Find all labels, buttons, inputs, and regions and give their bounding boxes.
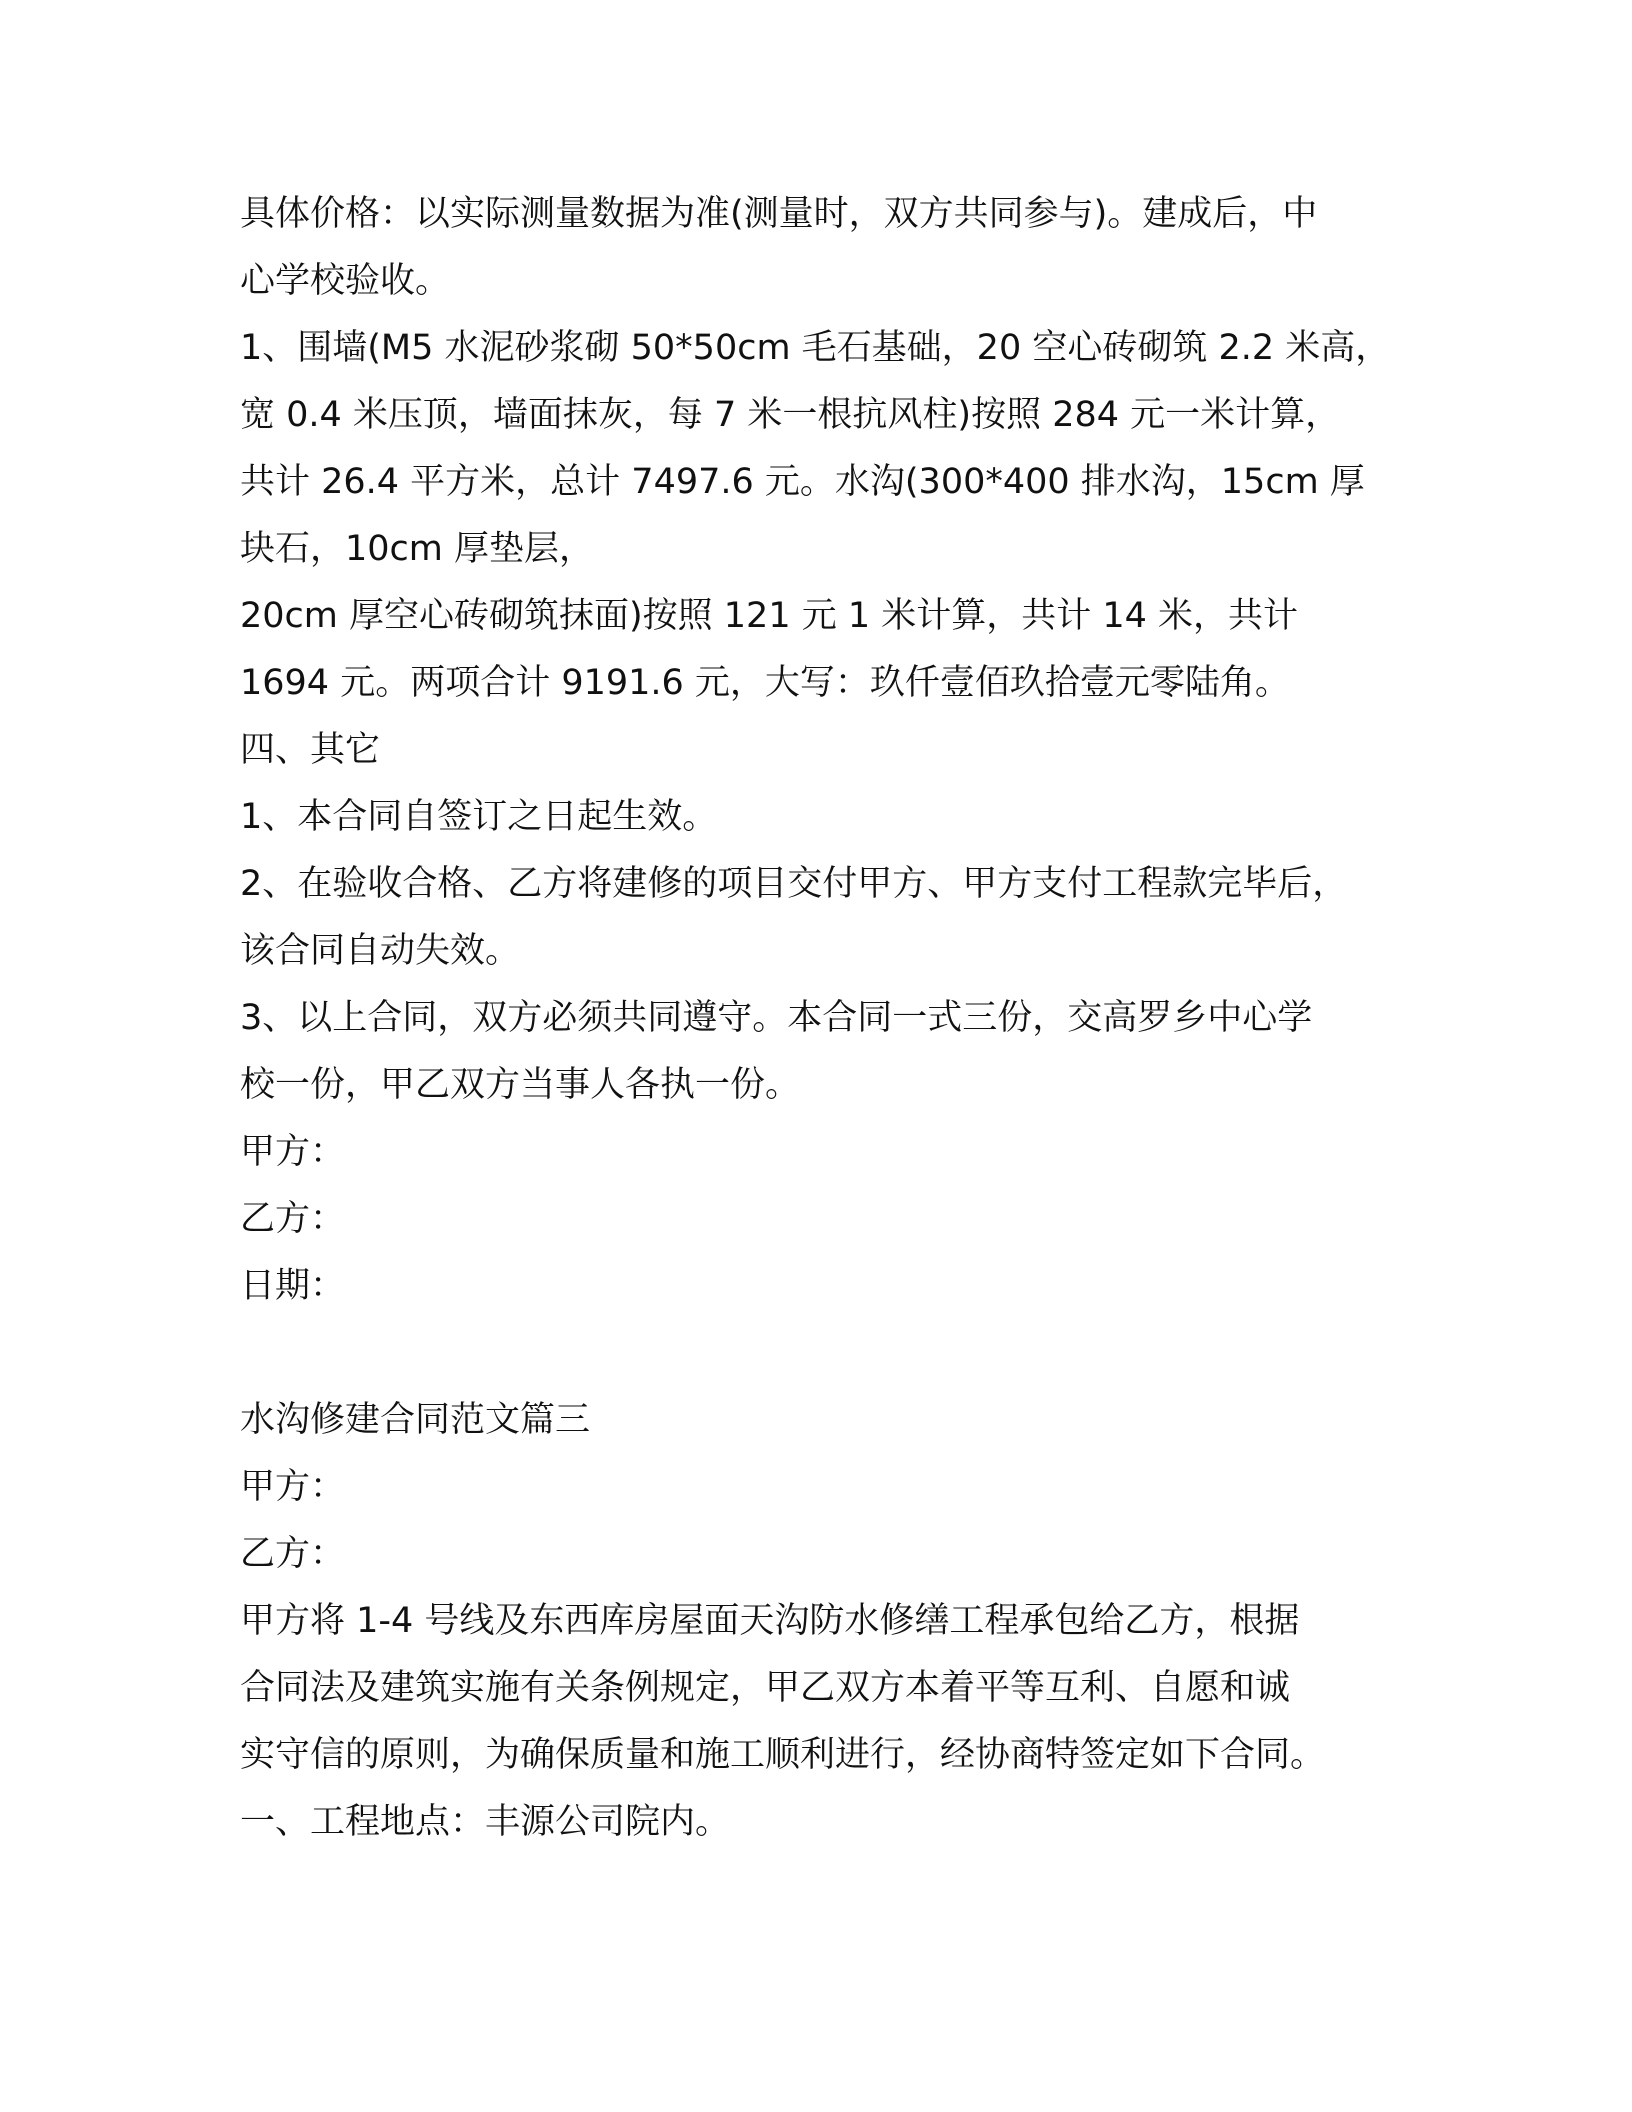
- paragraph-line: 该合同自动失效。: [240, 931, 521, 971]
- paragraph-line: 块石，10cm 厚垫层，: [240, 529, 594, 569]
- paragraph-line: 宽 0.4 米压顶，墙面抹灰，每 7 米一根抗风柱)按照 284 元一米计算，: [240, 395, 1341, 435]
- paragraph-line: 3、以上合同，双方必须共同遵守。本合同一式三份，交高罗乡中心学: [240, 998, 1313, 1038]
- paragraph-line: 具体价格：以实际测量数据为准(测量时，双方共同参与)。建成后，中: [240, 194, 1318, 234]
- paragraph-line: 心学校验收。: [240, 261, 451, 301]
- paragraph-line: 1、本合同自签订之日起生效。: [240, 797, 718, 837]
- paragraph-line: 甲方将 1-4 号线及东西库房屋面天沟防水修缮工程承包给乙方，根据: [240, 1601, 1300, 1641]
- date-label: 日期：: [240, 1266, 346, 1306]
- paragraph-line: 20cm 厚空心砖砌筑抹面)按照 121 元 1 米计算，共计 14 米，共计: [240, 596, 1299, 636]
- section-heading: 四、其它: [240, 730, 381, 770]
- paragraph-line: 2、在验收合格、乙方将建修的项目交付甲方、甲方支付工程款完毕后，: [240, 864, 1348, 904]
- paragraph-line: 合同法及建筑实施有关条例规定，甲乙双方本着平等互利、自愿和诚: [240, 1668, 1291, 1708]
- party-b-label: 乙方：: [240, 1534, 346, 1574]
- party-a-label: 甲方：: [240, 1467, 346, 1507]
- section-title: 水沟修建合同范文篇三: [240, 1400, 591, 1440]
- section-heading: 一、工程地点：丰源公司院内。: [240, 1802, 731, 1842]
- party-a-label: 甲方：: [240, 1132, 346, 1172]
- paragraph-line: 1、围墙(M5 水泥砂浆砌 50*50cm 毛石基础，20 空心砖砌筑 2.2 米高，: [240, 328, 1391, 368]
- paragraph-line: 1694 元。两项合计 9191.6 元，大写：玖仟壹佰玖拾壹元零陆角。: [240, 663, 1290, 703]
- paragraph-line: 校一份，甲乙双方当事人各执一份。: [240, 1065, 801, 1105]
- party-b-label: 乙方：: [240, 1199, 346, 1239]
- paragraph-line: 共计 26.4 平方米，总计 7497.6 元。水沟(300*400 排水沟，15cm 厚: [240, 462, 1365, 502]
- paragraph-line: 实守信的原则，为确保质量和施工顺利进行，经协商特签定如下合同。: [240, 1735, 1326, 1775]
